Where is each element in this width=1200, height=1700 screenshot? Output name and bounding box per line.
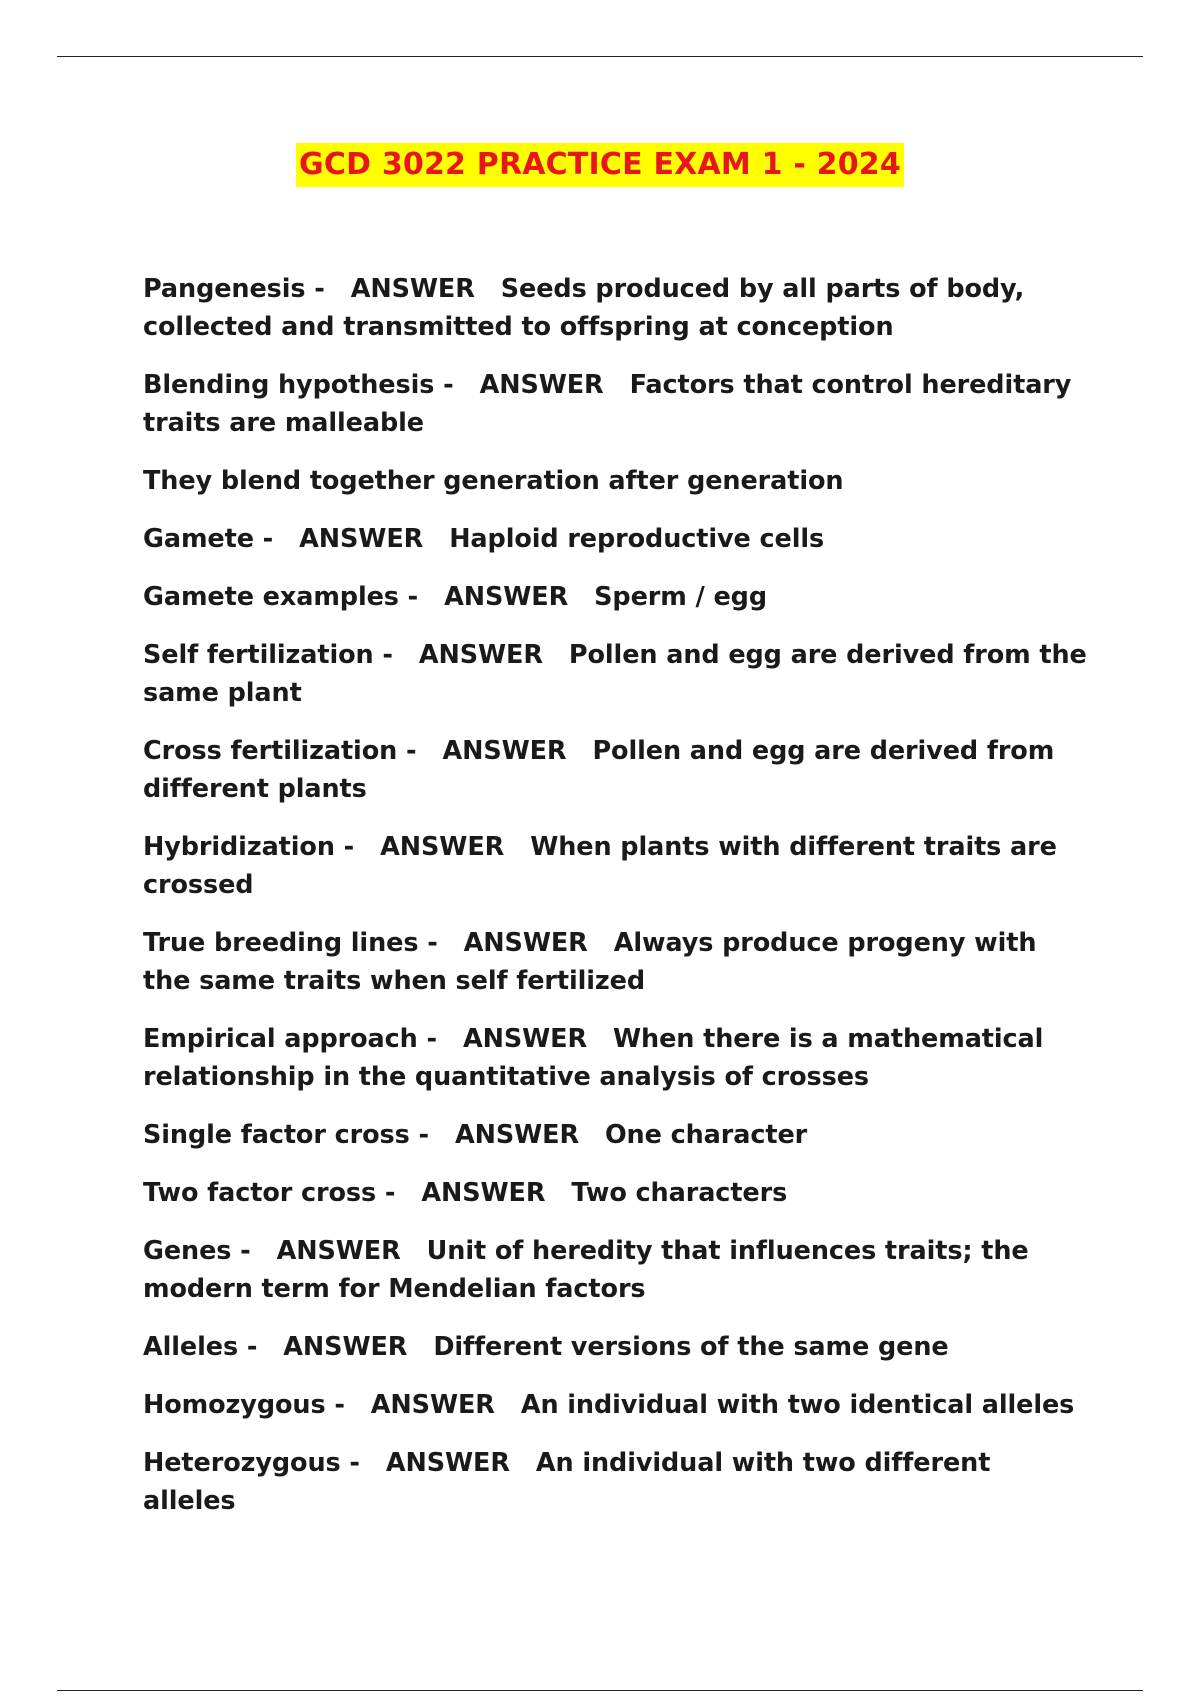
qa-item <box>143 924 1088 1000</box>
qa-term: Homozygous <box>143 1390 326 1420</box>
qa-term: Gamete examples <box>143 582 399 612</box>
qa-item <box>143 578 1088 616</box>
answer-label: ANSWER <box>299 524 424 554</box>
qa-item <box>143 732 1088 808</box>
answer-label: ANSWER <box>276 1236 401 1266</box>
qa-term: Gamete <box>143 524 254 554</box>
qa-answer: Seeds produced by all parts of body, collected and transmitted to offspring at conception <box>143 274 1025 342</box>
answer-label: ANSWER <box>283 1332 408 1362</box>
qa-separator: - <box>334 1390 345 1420</box>
qa-answer: Always produce progeny with the same traits when self fertilized <box>143 928 1037 996</box>
qa-item <box>143 828 1088 904</box>
qa-answer: Unit of heredity that influences traits; the modern term for Mendelian factors <box>143 1236 1029 1304</box>
qa-separator: - <box>262 524 274 554</box>
qa-separator: - <box>382 640 393 670</box>
answer-label: ANSWER <box>418 640 543 670</box>
qa-answer: An individual with two different alleles <box>143 1448 991 1516</box>
qa-term: Pangenesis <box>143 274 306 304</box>
page-title: GCD 3022 PRACTICE EXAM 1 - 2024 <box>296 143 904 187</box>
qa-answer: When there is a mathematical relationship in the quantitative analysis of crosses <box>143 1024 1044 1092</box>
qa-answer: Haploid reproductive cells <box>449 524 825 554</box>
qa-item <box>143 1444 1088 1520</box>
answer-label: ANSWER <box>454 1120 579 1150</box>
qa-item <box>143 1328 1088 1366</box>
qa-term: Genes <box>143 1236 232 1266</box>
qa-note-text: They blend together generation after generation <box>143 466 844 496</box>
qa-separator: - <box>426 1024 437 1054</box>
top-divider <box>57 56 1143 57</box>
qa-separator: - <box>246 1332 258 1362</box>
qa-term: Cross fertilization <box>143 736 398 766</box>
answer-label: ANSWER <box>463 928 588 958</box>
qa-item <box>143 1232 1088 1308</box>
qa-term: Hybridization <box>143 832 335 862</box>
answer-label: ANSWER <box>479 370 604 400</box>
qa-answer: Factors that control hereditary traits are malleable <box>143 370 1072 438</box>
qa-separator: - <box>427 928 438 958</box>
qa-term: Heterozygous <box>143 1448 341 1478</box>
qa-answer: Pollen and egg are derived from different plants <box>143 736 1055 804</box>
qa-answer: Different versions of the same gene <box>433 1332 949 1362</box>
answer-label: ANSWER <box>444 582 569 612</box>
qa-term: Blending hypothesis <box>143 370 435 400</box>
qa-answer: An individual with two identical alleles <box>520 1390 1075 1420</box>
qa-separator: - <box>405 736 417 766</box>
title-container <box>0 143 1200 187</box>
qa-separator: - <box>349 1448 360 1478</box>
qa-term: Self fertilization <box>143 640 374 670</box>
qa-item <box>143 1116 1088 1154</box>
qa-separator: - <box>418 1120 429 1150</box>
qa-item <box>143 270 1088 346</box>
qa-separator: - <box>240 1236 251 1266</box>
answer-label: ANSWER <box>442 736 567 766</box>
qa-separator: - <box>314 274 325 304</box>
answer-label: ANSWER <box>421 1178 546 1208</box>
qa-answer: Pollen and egg are derived from the same plant <box>143 640 1087 708</box>
qa-answer: Sperm / egg <box>594 582 767 612</box>
answer-label: ANSWER <box>370 1390 495 1420</box>
qa-list <box>143 270 1088 1540</box>
answer-label: ANSWER <box>385 1448 510 1478</box>
qa-term: True breeding lines <box>143 928 419 958</box>
qa-item <box>143 1386 1088 1424</box>
qa-separator: - <box>407 582 419 612</box>
qa-term: Alleles <box>143 1332 239 1362</box>
qa-separator: - <box>384 1178 396 1208</box>
qa-separator: - <box>343 832 355 862</box>
qa-term: Empirical approach <box>143 1024 418 1054</box>
bottom-divider <box>57 1690 1143 1691</box>
qa-note <box>143 462 1088 500</box>
qa-item <box>143 520 1088 558</box>
qa-term: Single factor cross <box>143 1120 410 1150</box>
qa-item <box>143 1174 1088 1212</box>
qa-item <box>143 366 1088 442</box>
answer-label: ANSWER <box>463 1024 588 1054</box>
qa-answer: Two characters <box>571 1178 788 1208</box>
qa-answer: When plants with different traits are crossed <box>143 832 1057 900</box>
qa-item <box>143 636 1088 712</box>
qa-answer: One character <box>604 1120 808 1150</box>
qa-term: Two factor cross <box>143 1178 377 1208</box>
answer-label: ANSWER <box>380 832 505 862</box>
answer-label: ANSWER <box>350 274 475 304</box>
qa-separator: - <box>443 370 454 400</box>
qa-item <box>143 1020 1088 1096</box>
